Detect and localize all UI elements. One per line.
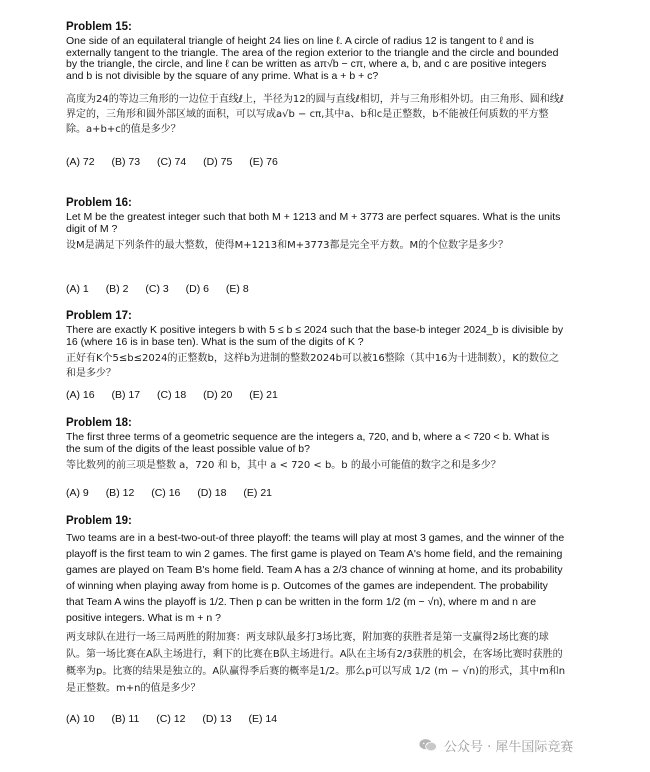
problem-title: Problem 15: bbox=[66, 21, 132, 33]
choices-18 bbox=[66, 487, 286, 500]
choice-e[interactable]: (E) 21 bbox=[249, 389, 278, 401]
problem-title: Problem 17: bbox=[66, 310, 132, 322]
choice-a[interactable]: (A) 72 bbox=[66, 156, 95, 168]
problem-text-en: Let M be the greatest integer such that both M + 1213 and M + 3773 are perfect squares. What is the units digit of M ? bbox=[66, 211, 561, 235]
watermark bbox=[418, 735, 573, 755]
choice-b[interactable]: (B) 2 bbox=[105, 283, 129, 295]
choice-b[interactable]: (B) 11 bbox=[111, 713, 140, 725]
choices-16 bbox=[66, 283, 263, 296]
problem-19 bbox=[66, 514, 566, 697]
problem-text-en: The first three terms of a geometric sequence are the integers a, 720, and b, where a < 720 < b. What is the sum of the digits of the least possible value of b? bbox=[66, 431, 550, 455]
choice-d[interactable]: (D) 6 bbox=[185, 283, 209, 295]
choice-e[interactable]: (E) 14 bbox=[248, 713, 278, 725]
choice-b[interactable]: (B) 12 bbox=[105, 487, 135, 499]
problem-16 bbox=[66, 196, 566, 253]
choice-d[interactable]: (D) 75 bbox=[203, 156, 233, 168]
problem-text-zh: 两支球队在进行一场三局两胜的附加赛：两支球队最多打3场比赛，附加赛的获胜者是第一支赢得2场比赛的球队。第一场比赛在A队主场进行，剩下的比赛在B队主场进行。A队在主场有2/3获胜的机会，在客场比赛时获胜的概率为p。比赛的结果是独立的。A队赢得季后赛的概率是1/2。那么p可以写成 1/2 (m − √n)的形式，其中m和n是正整数。m+n的值是多少？ bbox=[66, 632, 566, 694]
choice-a[interactable]: (A) 10 bbox=[66, 713, 95, 725]
problem-text-en: Two teams are in a best-two-out-of three playoff: the teams will play at most 3 games, and the winner of the playoff is the first team to win 2 games. The first game is played on Team A's home field, and the remaining games are played on Team B's home field. Team A has a 2/3 chance of winning at home, and its probability of winning when playing away from home is p. Outcomes of the games are independent. The probability that Team A wins the playoff is 1/2. Then p can be written in the form 1/2 (m − √n), where m and n are positive integers. What is m + n ? bbox=[66, 532, 565, 624]
choice-c[interactable]: (C) 12 bbox=[156, 713, 186, 725]
watermark-text: 公众号 · 犀牛国际竞赛 bbox=[444, 739, 574, 755]
choices-19 bbox=[66, 713, 291, 726]
problem-title: Problem 18: bbox=[66, 417, 132, 429]
wechat-icon bbox=[418, 738, 438, 752]
problem-text-zh: 高度为24的等边三角形的一边位于直线ℓ上，半径为12的圆与直线ℓ相切，并与三角形相外切。由三角形、圆和线ℓ界定的，三角形和圆外部区域的面积，可以写成a√b − cπ,其中a、b和c是正整数，b不能被任何质数的平方整除。a+b+c的值是多少？ bbox=[66, 94, 564, 135]
choice-a[interactable]: (A) 16 bbox=[66, 389, 95, 401]
choice-e[interactable]: (E) 21 bbox=[243, 487, 273, 499]
choice-b[interactable]: (B) 73 bbox=[111, 156, 141, 168]
problem-text-en: There are exactly K positive integers b with 5 ≤ b ≤ 2024 such that the base-b integer 2024_b is divisible by 16 (where 16 is in base ten). What is the sum of the digits of K ? bbox=[66, 324, 564, 348]
problem-17 bbox=[66, 309, 566, 381]
problem-title: Problem 16: bbox=[66, 197, 132, 209]
problem-18 bbox=[66, 416, 566, 473]
problem-text-zh: 等比数列的前三项是整数 a，720 和 b，其中 a < 720 < b。b 的最小可能值的数字之和是多少？ bbox=[66, 460, 501, 471]
problem-text-en: One side of an equilateral triangle of height 24 lies on line ℓ. A circle of radius 12 is tangent to ℓ and is externally tangent to the triangle. The area of the region exterior to the triangle and the circle and bounded by the triangle, the circle, and line ℓ can be written as aπ√b − cπ, where a, b, and c are positive integers and b is not divisible by the square of any prime. What is a + b + c? bbox=[66, 35, 559, 82]
problem-text-zh: 设M是满足下列条件的最大整数，使得M+1213和M+3773都是完全平方数。M的个位数字是多少？ bbox=[66, 240, 509, 251]
choices-17 bbox=[66, 389, 292, 402]
choice-c[interactable]: (C) 74 bbox=[157, 156, 187, 168]
choice-e[interactable]: (E) 8 bbox=[225, 283, 249, 295]
choices-15 bbox=[66, 156, 292, 169]
choice-b[interactable]: (B) 17 bbox=[111, 389, 141, 401]
choice-c[interactable]: (C) 3 bbox=[145, 283, 169, 295]
problem-title: Problem 19: bbox=[66, 515, 132, 527]
choice-e[interactable]: (E) 76 bbox=[249, 156, 278, 168]
choice-a[interactable]: (A) 1 bbox=[66, 283, 89, 295]
choice-d[interactable]: (D) 13 bbox=[202, 713, 232, 725]
choice-a[interactable]: (A) 9 bbox=[66, 487, 89, 499]
problem-15 bbox=[66, 20, 566, 137]
choice-c[interactable]: (C) 16 bbox=[151, 487, 181, 499]
choice-d[interactable]: (D) 20 bbox=[203, 389, 233, 401]
problem-text-zh: 正好有K个5≤b≤2024的正整数b，这样b为进制的整数2024b可以被16整除（其中16为十进制数），K的数位之和是多少？ bbox=[66, 353, 559, 379]
choice-d[interactable]: (D) 18 bbox=[197, 487, 227, 499]
choice-c[interactable]: (C) 18 bbox=[157, 389, 187, 401]
